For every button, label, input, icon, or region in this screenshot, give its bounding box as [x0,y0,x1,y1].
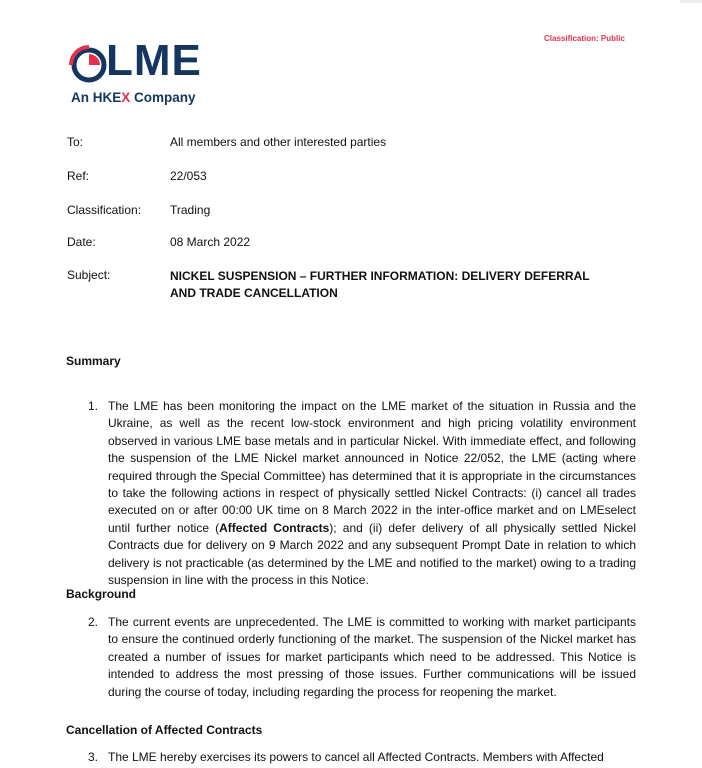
meta-value: Trading [170,203,211,217]
meta-label: Date: [67,235,96,249]
scrollbar[interactable] [680,0,702,3]
paragraph-text: The current events are unprecedented. The LME is committed to working with market participants to ensure the continued orderly functioning of the market. The suspension of the Nickel market has created a number of issues for market participants which need to be addressed. This Notice is intended to address the most pressing of those issues. Further communications will be issued during the course of today, including regarding the process for reopening the market. [108,615,636,699]
paragraph-1 [88,398,636,589]
meta-value: 08 March 2022 [170,235,251,249]
paragraph-text: The LME has been monitoring the impact on the LME market of the situation in Russia and the Ukraine, as well as the recent low-stock environment and high pricing volatility environment observed in various LME base metals and in particular Nickel. With immediate effect, and following the suspension of the LME Nickel market announced in Notice 22/052, the LME (acting where required through the Special Committee) has determined that it is appropriate in the circumstances to take the following actions in respect of physically settled Nickel Contracts: (i) cancel all trades executed on or after 00:00 UK time on 8 March 2022 in the inter-office market and on LMEselect until further notice (Affected Contracts); and (ii) defer delivery of all physically settled Nickel Contracts due for delivery on 9 March 2022 and any subsequent Prompt Date in relation to which delivery is not practicable (as determined by the LME and notified to the market) owing to a trading suspension in line with the process in this Notice. [108,399,636,588]
logo-brand-text: LME [106,36,202,85]
paragraph-text: The LME hereby exercises its powers to cancel all Affected Contracts. Members with Affected [108,750,604,764]
meta-value: All members and other interested parties [170,135,387,149]
logo-tagline: An HKEX Company [71,90,196,105]
paragraph-3 [88,749,636,766]
classification-label: Classification: Public [544,34,625,43]
paragraph-number: 3. [88,750,99,764]
meta-value: 22/053 [170,169,207,183]
meta-label: Classification: [67,203,142,217]
meta-label: Subject: [67,268,111,282]
paragraph-2 [88,614,636,701]
meta-label: To: [67,135,84,149]
section-heading-summary: Summary [66,354,121,368]
subject-value: NICKEL SUSPENSION – FURTHER INFORMATION: DELIVERY DEFERRAL AND TRADE CANCELLATION [170,269,590,300]
paragraph-number: 1. [88,399,99,413]
section-heading-cancellation: Cancellation of Affected Contracts [66,723,263,737]
section-heading-background: Background [66,587,137,601]
paragraph-number: 2. [88,615,99,629]
meta-label: Ref: [67,169,90,183]
